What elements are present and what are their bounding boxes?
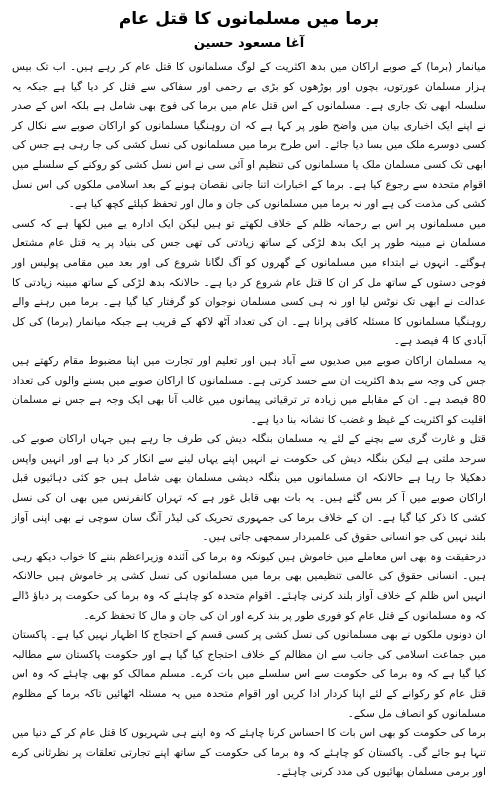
article-body bbox=[12, 58, 486, 783]
article-author: آغا مسعود حسین bbox=[193, 36, 305, 51]
article-paragraph: یہ مسلمان اراکان صوبے میں صدیوں سے آباد ہیں اور تعلیم اور تجارت میں اپنا مضبوط مقام رکھتے ہیں جس کی وجہ سے بدھ اکثریت ان سے حسد کرتی ہے۔ مسلمانوں کا اراکان صوبے میں بسنے والوں کی تعداد 80 فیصد ہے۔ ان کے مقابلے میں زیادہ تر ترقیاتی پیمانوں میں غالب آنا بھی ایک وجہ ہے جس نے مسلمان اقلیت کو اکثریت کے غیظ و غضب کا نشانہ بنا دیا ہے۔ bbox=[12, 354, 486, 426]
article-paragraph: میانمار (برما) کے صوبے اراکان میں بدھ اکثریت کے لوگ مسلمانوں کا قتل عام کر رہے ہیں۔ اب تک بیس ہزار مسلمان عورتوں، بچوں اور بوڑھوں کو بڑی بے رحمی اور سفاکی سے قتل کر دیا گیا ہے جبکہ یہ سلسلہ ابھی تک جاری ہے۔ مسلمانوں کے اس قتل عام میں برما کی فوج بھی شامل ہے بلکہ اس کے صدر نے اپنے ایک اخباری بیان میں واضح طور پر کہا ہے کہ ان روہنگیا مسلمانوں کو اراکان صوبے سے نکال کر کسی دوسرے ملک میں بسا دیا جائے۔ اس طرح برما میں مسلمانوں کی نسل کشی کی جا رہی ہے جس کی ابھی تک کسی مسلمان ملک یا مسلمانوں کی تنظیم او آئی سی نے اس نسل کشی کو روکنے کے سلسلے میں اقوام متحدہ سے رجوع کیا ہے۔ برما کے اخبارات اتنا جانی نقصان ہونے کے بعد اسلامی ملکوں کی اس نسل کشی کی مذمت کی ہے اور نہ برما میں مسلمانوں کی جان و مال اور تحفظ کیلئے کچھ کیا ہے۔ bbox=[12, 61, 486, 211]
article-paragraph: میں مسلمانوں پر اس بے رحمانہ ظلم کے خلاف لکھتے تو ہیں لیکن ایک ادارہ یے میں لکھا ہے کہ کسی مسلمان نے مبینہ طور پر ایک بدھ لڑکی کے ساتھ زیادتی کی تھی جس کی بنیاد پر یہ قتل عام مشتعل ہوگئے۔ انہوں نے ابتداء میں مسلمانوں کے گھروں کو آگ لگانا شروع کی اور بعد میں مقامی پولیس اور فوجی دستوں کے ساتھ مل کر ان کا قتل عام شروع کر دیا ہے۔ حالانکہ بدھ لڑکی کے ساتھ مبینہ زیادتی کا عدالت نے ابھی تک نوٹس لیا اور نہ ہی کسی مسلمان نوجوان کو گرفتار کیا گیا ہے۔ برما میں رہنے والے روہنگیا مسلمانوں کا مسئلہ کافی پرانا ہے۔ ان کی تعداد آٹھ لاکھ کے قریب ہے جبکہ میانمار (برما) کی کل آبادی کا 4 فیصد ہے۔ bbox=[12, 217, 486, 348]
article-paragraph: قتل و غارت گری سے بچنے کے لئے یہ مسلمان بنگلہ دیش کی طرف جا رہے ہیں جہاں اراکان صوبے کی سرحد ملتی ہے لیکن بنگلہ دیش کی حکومت نے انہیں اپنے یہاں لینے سے انکار کر دیا ہے اور انہیں واپس دھکیلا جا رہا ہے حالانکہ ان مسلمانوں میں بنگلہ دیشی مسلمان بھی شامل ہیں جو کئی دہائیوں قبل اراکان صوبے میں آ کر بس گئے ہیں۔ یہ بات بھی قابل غور ہے کہ تہران کانفرنس میں بھی ان کی نسل کشی کا ذکر کیا گیا ہے۔ ان کے خلاف برما کی جمہوری تحریک کی لیڈر آنگ سان سوچی نے بھی اپنی آواز بلند نہیں کی جو انسانی حقوق کی علمبردار سمجھی جاتی ہیں۔ bbox=[12, 433, 486, 544]
article-paragraph: برما کی حکومت کو بھی اس بات کا احساس کرنا چاہئے کہ وہ اپنے ہی شہریوں کا قتل عام کر کے دنیا میں تنہا ہو جائے گی۔ پاکستان کو چاہئے کہ وہ برما کی حکومت کے ساتھ اپنے تجارتی تعلقات پر نظرثانی کرے اور برمی مسلمان بھائیوں کی مدد کرنی چاہئے۔ bbox=[12, 727, 486, 779]
article-paragraph: ان دونوں ملکوں نے بھی مسلمانوں کی نسل کشی پر کسی قسم کے احتجاج کا اظہار نہیں کیا ہے۔ پاکستان میں جماعت اسلامی کی جانب سے ان مظالم کے خلاف احتجاج کیا گیا ہے اور حکومت پاکستان سے مطالبہ کیا گیا ہے کہ وہ برما کی حکومت سے اس سلسلے میں بات کرے۔ مسلم ممالک کو بھی چاہئے کہ وہ اس قتل عام کو رکوانے کے لئے اپنا کردار ادا کریں اور اقوام متحدہ میں یہ مسئلہ اٹھائیں تاکہ برما کے مظلوم مسلمانوں کو انصاف مل سکے۔ bbox=[12, 629, 486, 720]
article-paragraph: درحقیقت وہ بھی اس معاملے میں خاموش ہیں کیونکہ وہ برما کی آئندہ وزیراعظم بننے کا خواب دیکھ رہی ہیں۔ انسانی حقوق کی عالمی تنظیمیں بھی برما میں مسلمانوں کی نسل کشی پر خاموش ہیں حالانکہ انہیں اس ظلم کے خلاف آواز بلند کرنی چاہئے۔ اقوام متحدہ کو چاہئے کہ وہ برما کی حکومت پر دباؤ ڈالے کہ وہ مسلمانوں کے قتل عام کو فوری طور پر بند کرے اور ان کی جان و مال کا تحفظ کرے۔ bbox=[12, 550, 486, 622]
article-headline: برما میں مسلمانوں کا قتل عام bbox=[118, 9, 380, 29]
